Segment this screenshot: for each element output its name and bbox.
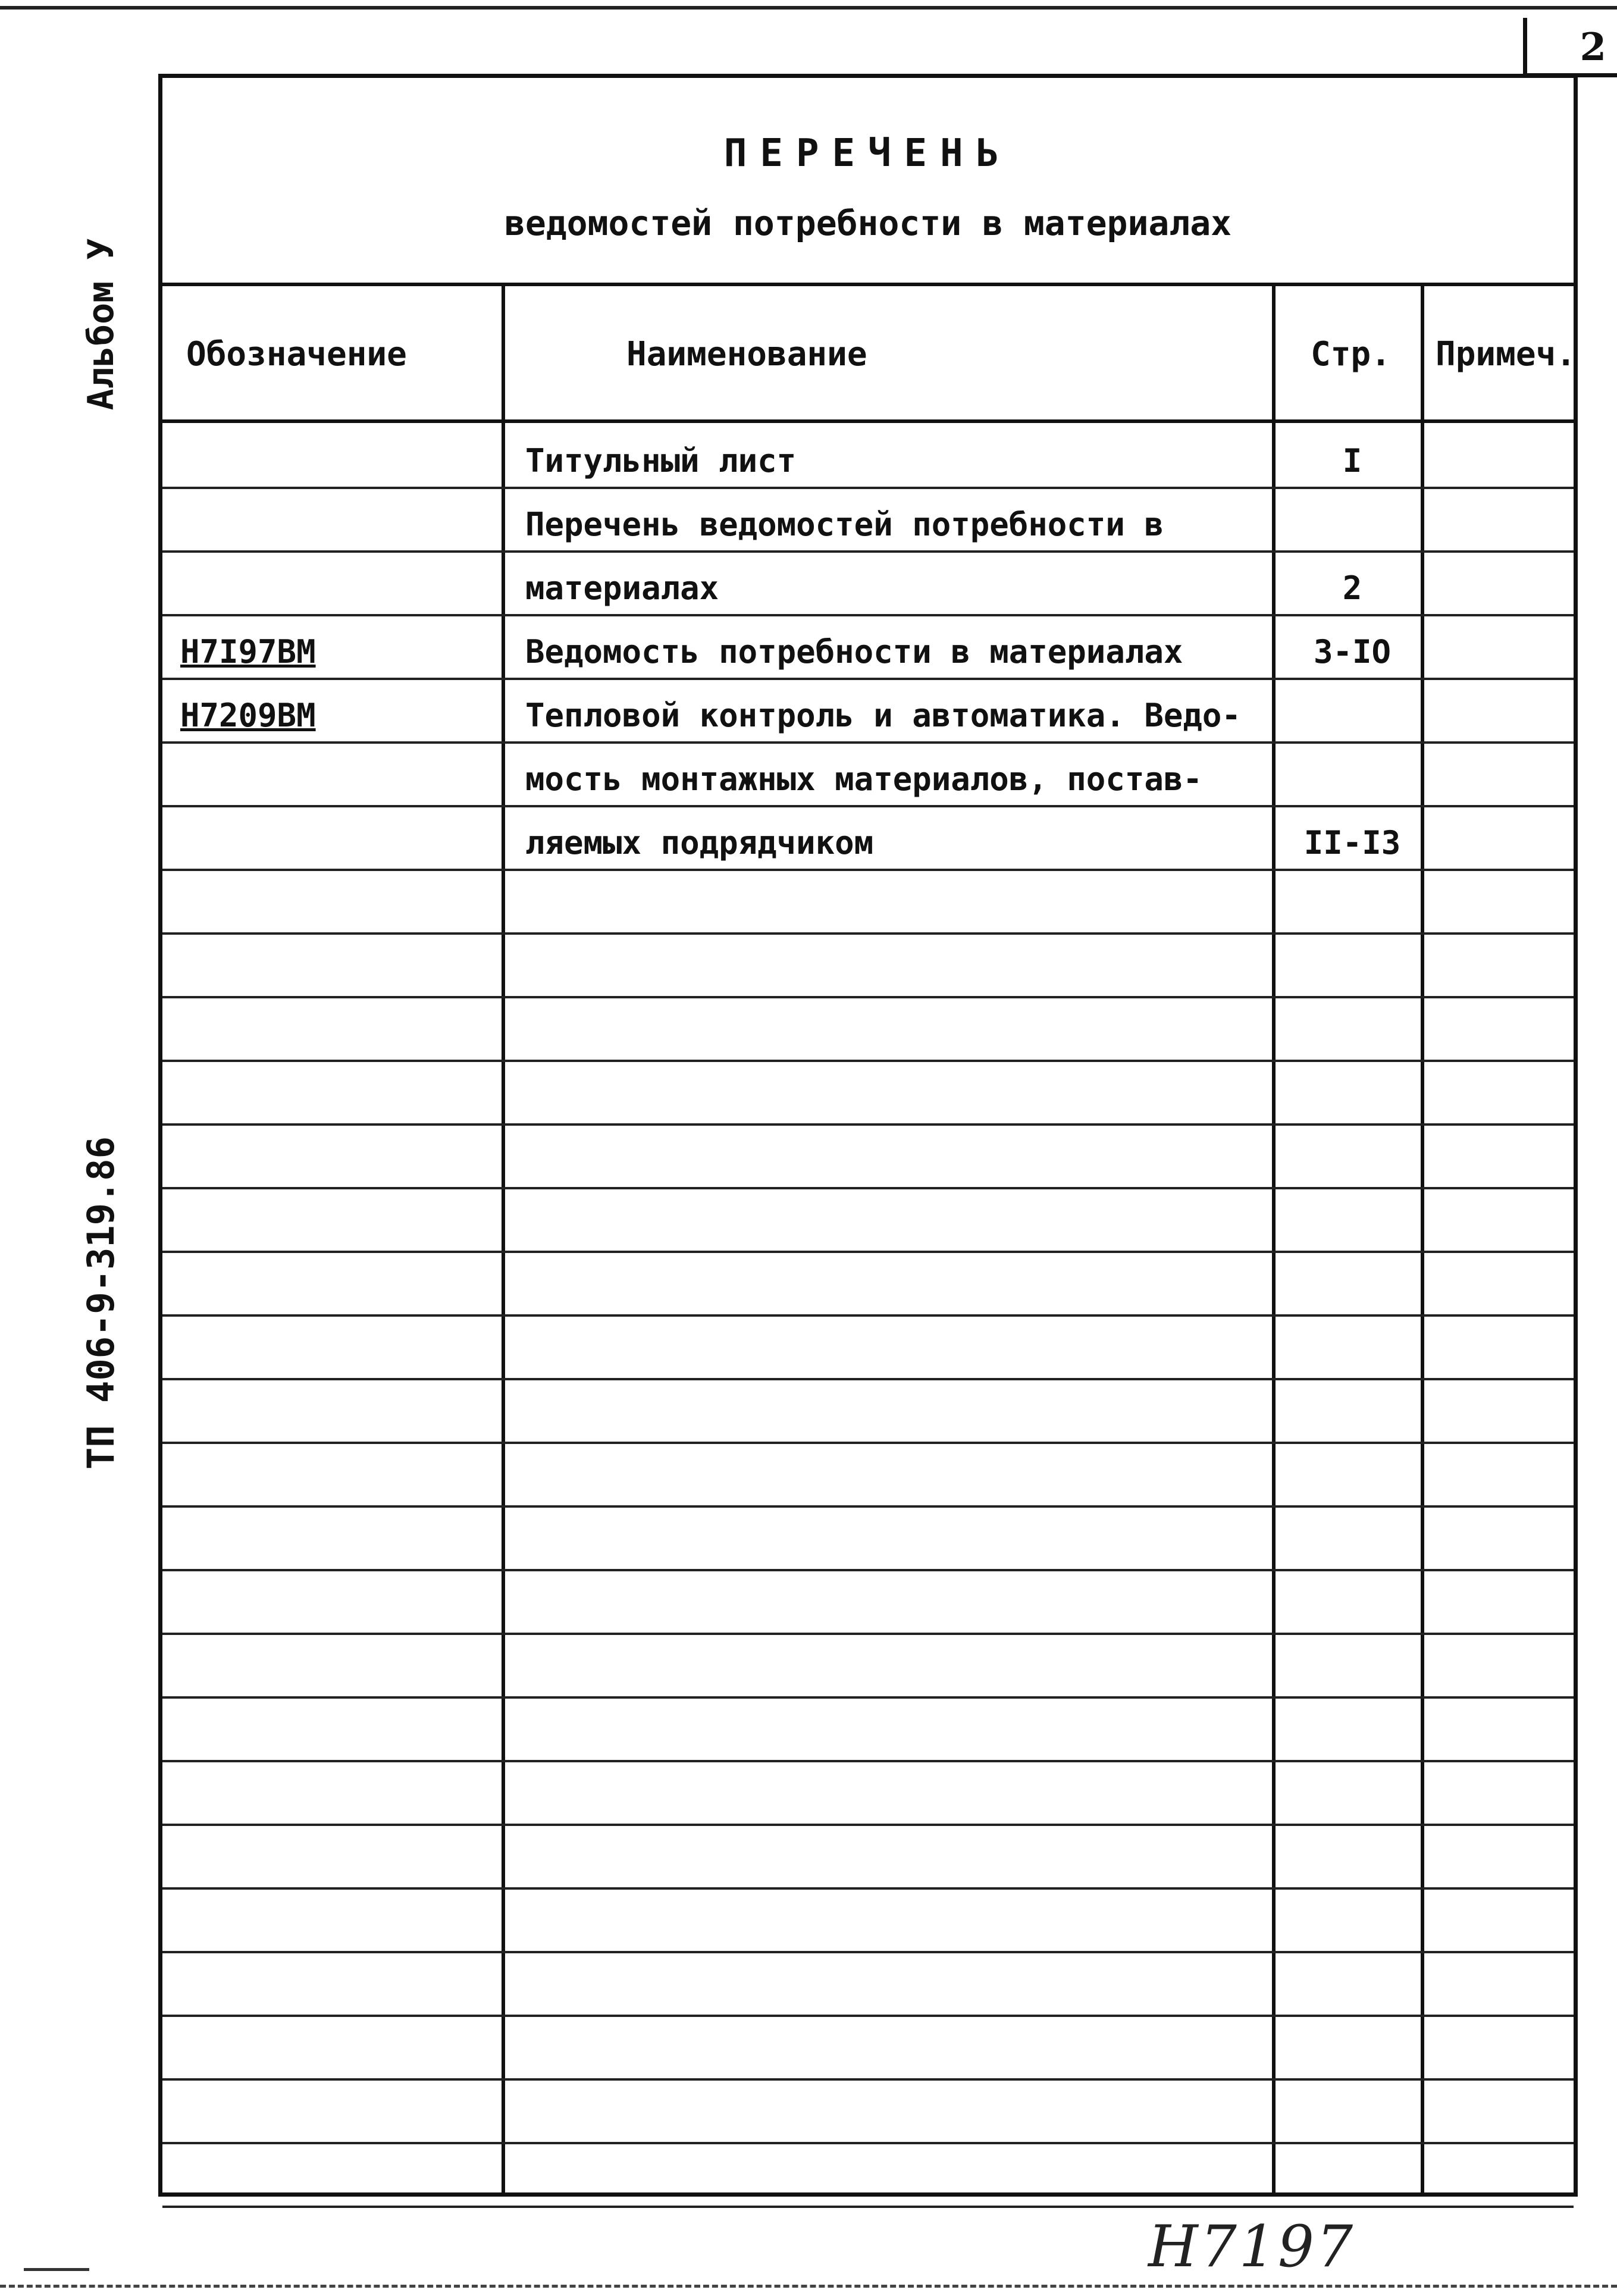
row-name: Перечень ведомостей потребности в [525,506,1164,543]
row-name: Тепловой контроль и автоматика. Ведо- [525,697,1241,734]
table-row [162,1760,1574,1826]
table-row [162,932,1574,998]
table-row [162,1123,1574,1189]
table-row [162,1505,1574,1571]
top-border-line [0,6,1617,10]
table-row [162,423,1574,489]
row-page: 2 [1342,569,1362,607]
table-row [162,1187,1574,1253]
row-name: ляемых подрядчиком [525,824,874,862]
page-number: 2 [1523,18,1617,77]
table-row [162,869,1574,935]
project-code-label: ТП 406-9-319.86 [79,1136,123,1470]
table-header-row [162,286,1577,423]
row-name: материалах [525,569,719,607]
table-row [162,2142,1574,2208]
table-row [162,487,1574,553]
table-row [162,1887,1574,1953]
row-name: мость монтажных материалов, постав- [525,760,1202,798]
row-name: Ведомость потребности в материалах [525,633,1183,671]
table-row [162,1951,1574,2017]
table-row [162,2015,1574,2081]
table-row [162,1633,1574,1699]
header-code: Обозначение [186,335,407,374]
document-subtitle: ведомостей потребности в материалах [504,203,1232,243]
document-sheet [158,74,1578,2197]
table-row [162,1569,1574,1635]
row-page: I [1342,442,1362,480]
table-row [162,1060,1574,1126]
album-label: Альбом У [80,238,122,411]
table-row [162,1251,1574,1317]
row-code: Н7209ВМ [180,697,316,734]
row-name: Титульный лист [525,442,797,480]
table-row [162,614,1574,680]
header-name: Наименование [626,335,867,374]
table-row [162,2078,1574,2144]
table-row [162,1442,1574,1508]
table-row [162,1696,1574,1762]
handwritten-number: Н7197 [1148,2213,1356,2280]
header-page: Стр. [1311,335,1391,374]
table-row [162,678,1574,744]
row-page: 3-IO [1313,633,1392,671]
row-code: Н7I97ВМ [180,633,316,671]
header-note: Примеч. [1436,335,1577,374]
table-row [162,1378,1574,1444]
row-page: II-I3 [1303,824,1401,862]
table-row [162,550,1574,616]
table-row [162,1824,1574,1890]
document-header [162,78,1574,286]
table-row [162,741,1574,807]
bottom-cut-line [0,2285,1617,2288]
footer-dash [24,2268,89,2271]
table-row [162,805,1574,871]
table-row [162,1314,1574,1380]
table-row [162,996,1574,1062]
document-title: ПЕРЕЧЕНЬ [723,131,1013,176]
